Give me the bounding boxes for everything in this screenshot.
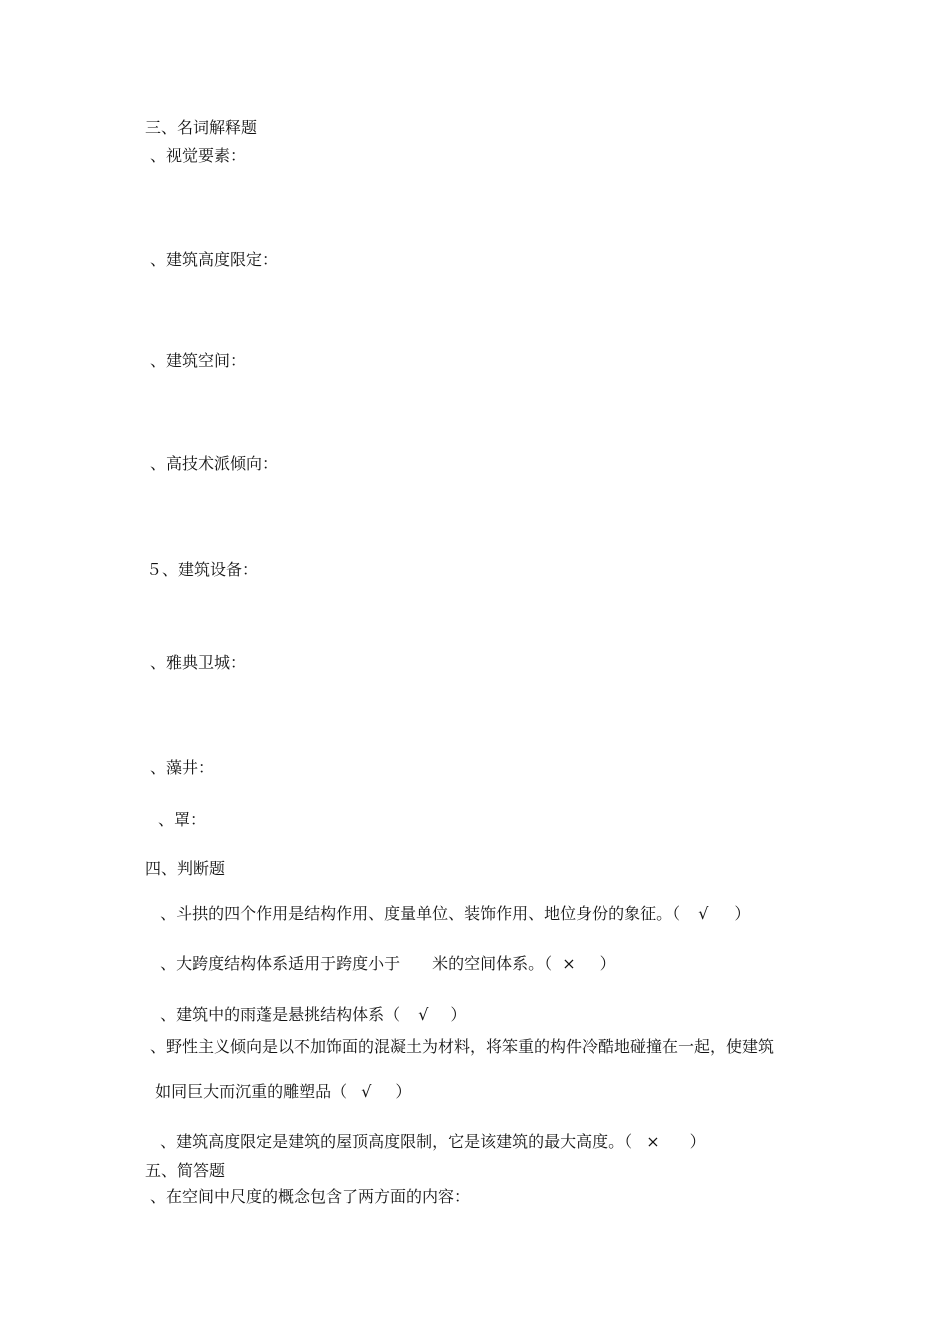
judge-item-5 bbox=[150, 1112, 706, 1152]
judge-item-4-line-1: 、野性主义倾向是以不加饰面的混凝土为材料，将笨重的构件冷酷地碰撞在一起，使建筑 bbox=[150, 1037, 775, 1056]
judge-item-4-close: ） bbox=[395, 1082, 412, 1101]
judge-item-3 bbox=[150, 985, 466, 1025]
judge-item-5-answer: × bbox=[646, 1132, 660, 1151]
term-item-8: 、罩： bbox=[158, 810, 207, 829]
judge-item-5-close: ） bbox=[689, 1132, 706, 1151]
judge-item-1-close: ） bbox=[734, 904, 751, 923]
judge-item-4-line-2 bbox=[145, 1062, 411, 1102]
judge-item-2-text: 、大跨度结构体系适用于跨度小于 米的空间体系。（ bbox=[160, 954, 553, 973]
short-answer-item-1: 、在空间中尺度的概念包含了两方面的内容： bbox=[150, 1187, 471, 1206]
term-item-6: 、雅典卫城： bbox=[150, 653, 247, 672]
term-item-5: ５、建筑设备： bbox=[146, 560, 259, 579]
judge-item-2-close: ） bbox=[599, 954, 616, 973]
judge-item-2 bbox=[150, 934, 616, 974]
term-item-2: 、建筑高度限定： bbox=[150, 250, 279, 269]
judge-item-1-answer: √ bbox=[698, 904, 709, 923]
judge-item-5-text: 、建筑高度限定是建筑的屋顶高度限制，它是该建筑的最大高度。（ bbox=[160, 1132, 633, 1151]
judge-item-4-answer: √ bbox=[361, 1082, 372, 1101]
judge-item-2-answer: × bbox=[562, 954, 576, 973]
section-4-heading: 四、判断题 bbox=[145, 859, 226, 878]
judge-item-1-text: 、斗拱的四个作用是结构作用、度量单位、装饰作用、地位身份的象征。（ bbox=[160, 904, 681, 923]
judge-item-4-text-2: 如同巨大而沉重的雕塑品（ bbox=[155, 1082, 348, 1101]
section-3-heading: 三、名词解释题 bbox=[145, 118, 258, 137]
section-5-heading: 五、简答题 bbox=[145, 1161, 226, 1180]
term-item-1: 、视觉要素： bbox=[150, 146, 247, 165]
term-item-4: 、高技术派倾向： bbox=[150, 454, 279, 473]
term-item-3: 、建筑空间： bbox=[150, 351, 247, 370]
judge-item-3-close: ） bbox=[450, 1005, 467, 1024]
judge-item-3-text: 、建筑中的雨蓬是悬挑结构体系（ bbox=[160, 1005, 401, 1024]
judge-item-3-answer: √ bbox=[418, 1005, 429, 1024]
term-item-7: 、藻井： bbox=[150, 758, 215, 777]
judge-item-1 bbox=[150, 884, 750, 924]
